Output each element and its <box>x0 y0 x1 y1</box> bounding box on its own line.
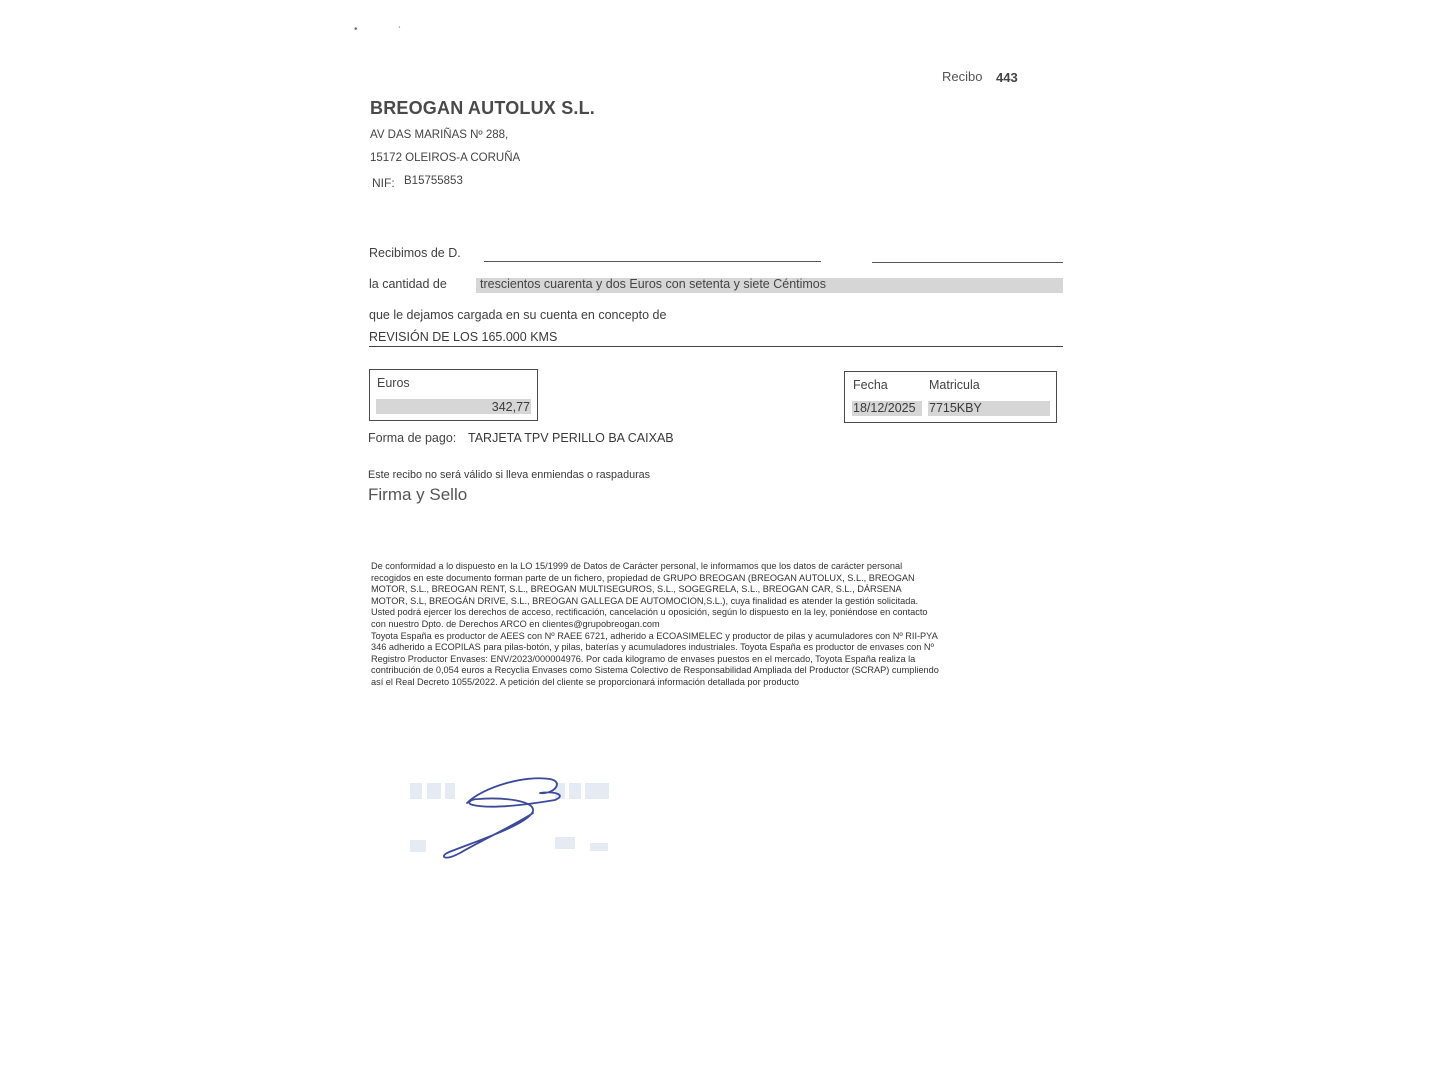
legal-line: 346 adherido a ECOPILAS para pilas-botón, y pilas, baterías y acumuladores industriales. Toyota España es productor de envases con Nº <box>371 642 934 653</box>
euros-box <box>369 369 538 421</box>
euros-label: Euros <box>377 376 410 390</box>
received-from-label: Recibimos de D. <box>369 246 461 260</box>
scan-mark: • <box>354 24 358 35</box>
validity-warning: Este recibo no será válido si lleva enmiendas o raspaduras <box>368 469 651 481</box>
date-value: 18/12/2025 <box>853 401 916 415</box>
amount-label: la cantidad de <box>369 277 447 291</box>
nif-value: B15755853 <box>404 175 463 187</box>
legal-line: MOTOR, S.L, BREOGÁN DRIVE, S.L., BREOGAN GALLEGA DE AUTOMOCION,S.L.), cuya finalidad es atender la gestión solicitada. <box>371 595 919 606</box>
payment-value: TARJETA TPV PERILLO BA CAIXAB <box>468 431 674 445</box>
legal-notice <box>371 561 1031 689</box>
payment-label: Forma de pago: <box>368 431 457 445</box>
date-label: Fecha <box>853 378 888 392</box>
scan-mark: ˎ <box>398 18 402 29</box>
company-address-line2: 15172 OLEIROS-A CORUÑA <box>370 152 521 164</box>
received-from-line <box>484 261 821 262</box>
plate-value: 7715KBY <box>929 401 982 415</box>
legal-line: contribución de 0,054 euros a Recyclia Envases como Sistema Colectivo de Responsabilidad Ampliada del Productor (SCRAP) cumpliendo <box>371 665 939 676</box>
legal-line: recogidos en este documento forman parte de un fichero, propiedad de GRUPO BREOGAN (BREOGAN AUTOLUX, S.L., BREOGAN <box>371 572 915 583</box>
company-name: BREOGAN AUTOLUX S.L. <box>370 98 596 118</box>
company-address-line1: AV DAS MARIÑAS Nº 288, <box>370 129 509 141</box>
nif-label: NIF: <box>372 176 395 190</box>
legal-line: así el Real Decreto 1055/2022. A petición del cliente se proporcionará información detallada por producto <box>371 676 799 687</box>
legal-line: Registro Productor Envases: ENV/2023/000004976. Por cada kilogramo de envases puestos en el mercado, Toyota España realiza la <box>371 653 916 664</box>
handwritten-signature-icon <box>444 778 560 857</box>
euros-value: 342,77 <box>491 400 530 414</box>
receipt-number: 443 <box>996 70 1018 85</box>
signature-stamp <box>405 765 625 875</box>
plate-label: Matricula <box>929 378 980 392</box>
legal-line: con nuestro Dpto. de Derechos ARCO en clientes@grupobreogan.com <box>371 618 660 629</box>
concept-value: REVISIÓN DE LOS 165.000 KMS <box>369 330 558 344</box>
signature-label: Firma y Sello <box>368 485 468 504</box>
concept-line <box>369 346 1063 347</box>
legal-line: De conformidad a lo dispuesto en la LO 15/1999 de Datos de Carácter personal, le informamos que los datos de carácter personal <box>371 561 903 571</box>
legal-line: Toyota España es productor de AEES con Nº RAEE 6721, adherido a ECOASIMELEC y productor de pilas y acumuladores con Nº RII-PYA <box>371 630 938 641</box>
legal-line: Usted podrá ejercer los derechos de acceso, rectificación, cancelación u oposición, según lo dispuesto en la ley, poniéndose en contacto <box>371 607 928 618</box>
faded-stamp-icon <box>410 783 609 852</box>
receipt-label: Recibo <box>942 69 983 84</box>
date-plate-box <box>844 371 1057 423</box>
amount-in-words: trescientos cuarenta y dos Euros con setenta y siete Céntimos <box>480 277 827 291</box>
legal-line: MOTOR, S.L., BREOGAN RENT, S.L., BREOGAN MULTISEGUROS, S.L., SOGEGRELA, S.L., BREOGAN CAR, S.L., DÁRSENA <box>371 584 902 595</box>
received-from-line-2 <box>872 262 1063 263</box>
concept-label: que le dejamos cargada en su cuenta en concepto de <box>369 308 667 322</box>
